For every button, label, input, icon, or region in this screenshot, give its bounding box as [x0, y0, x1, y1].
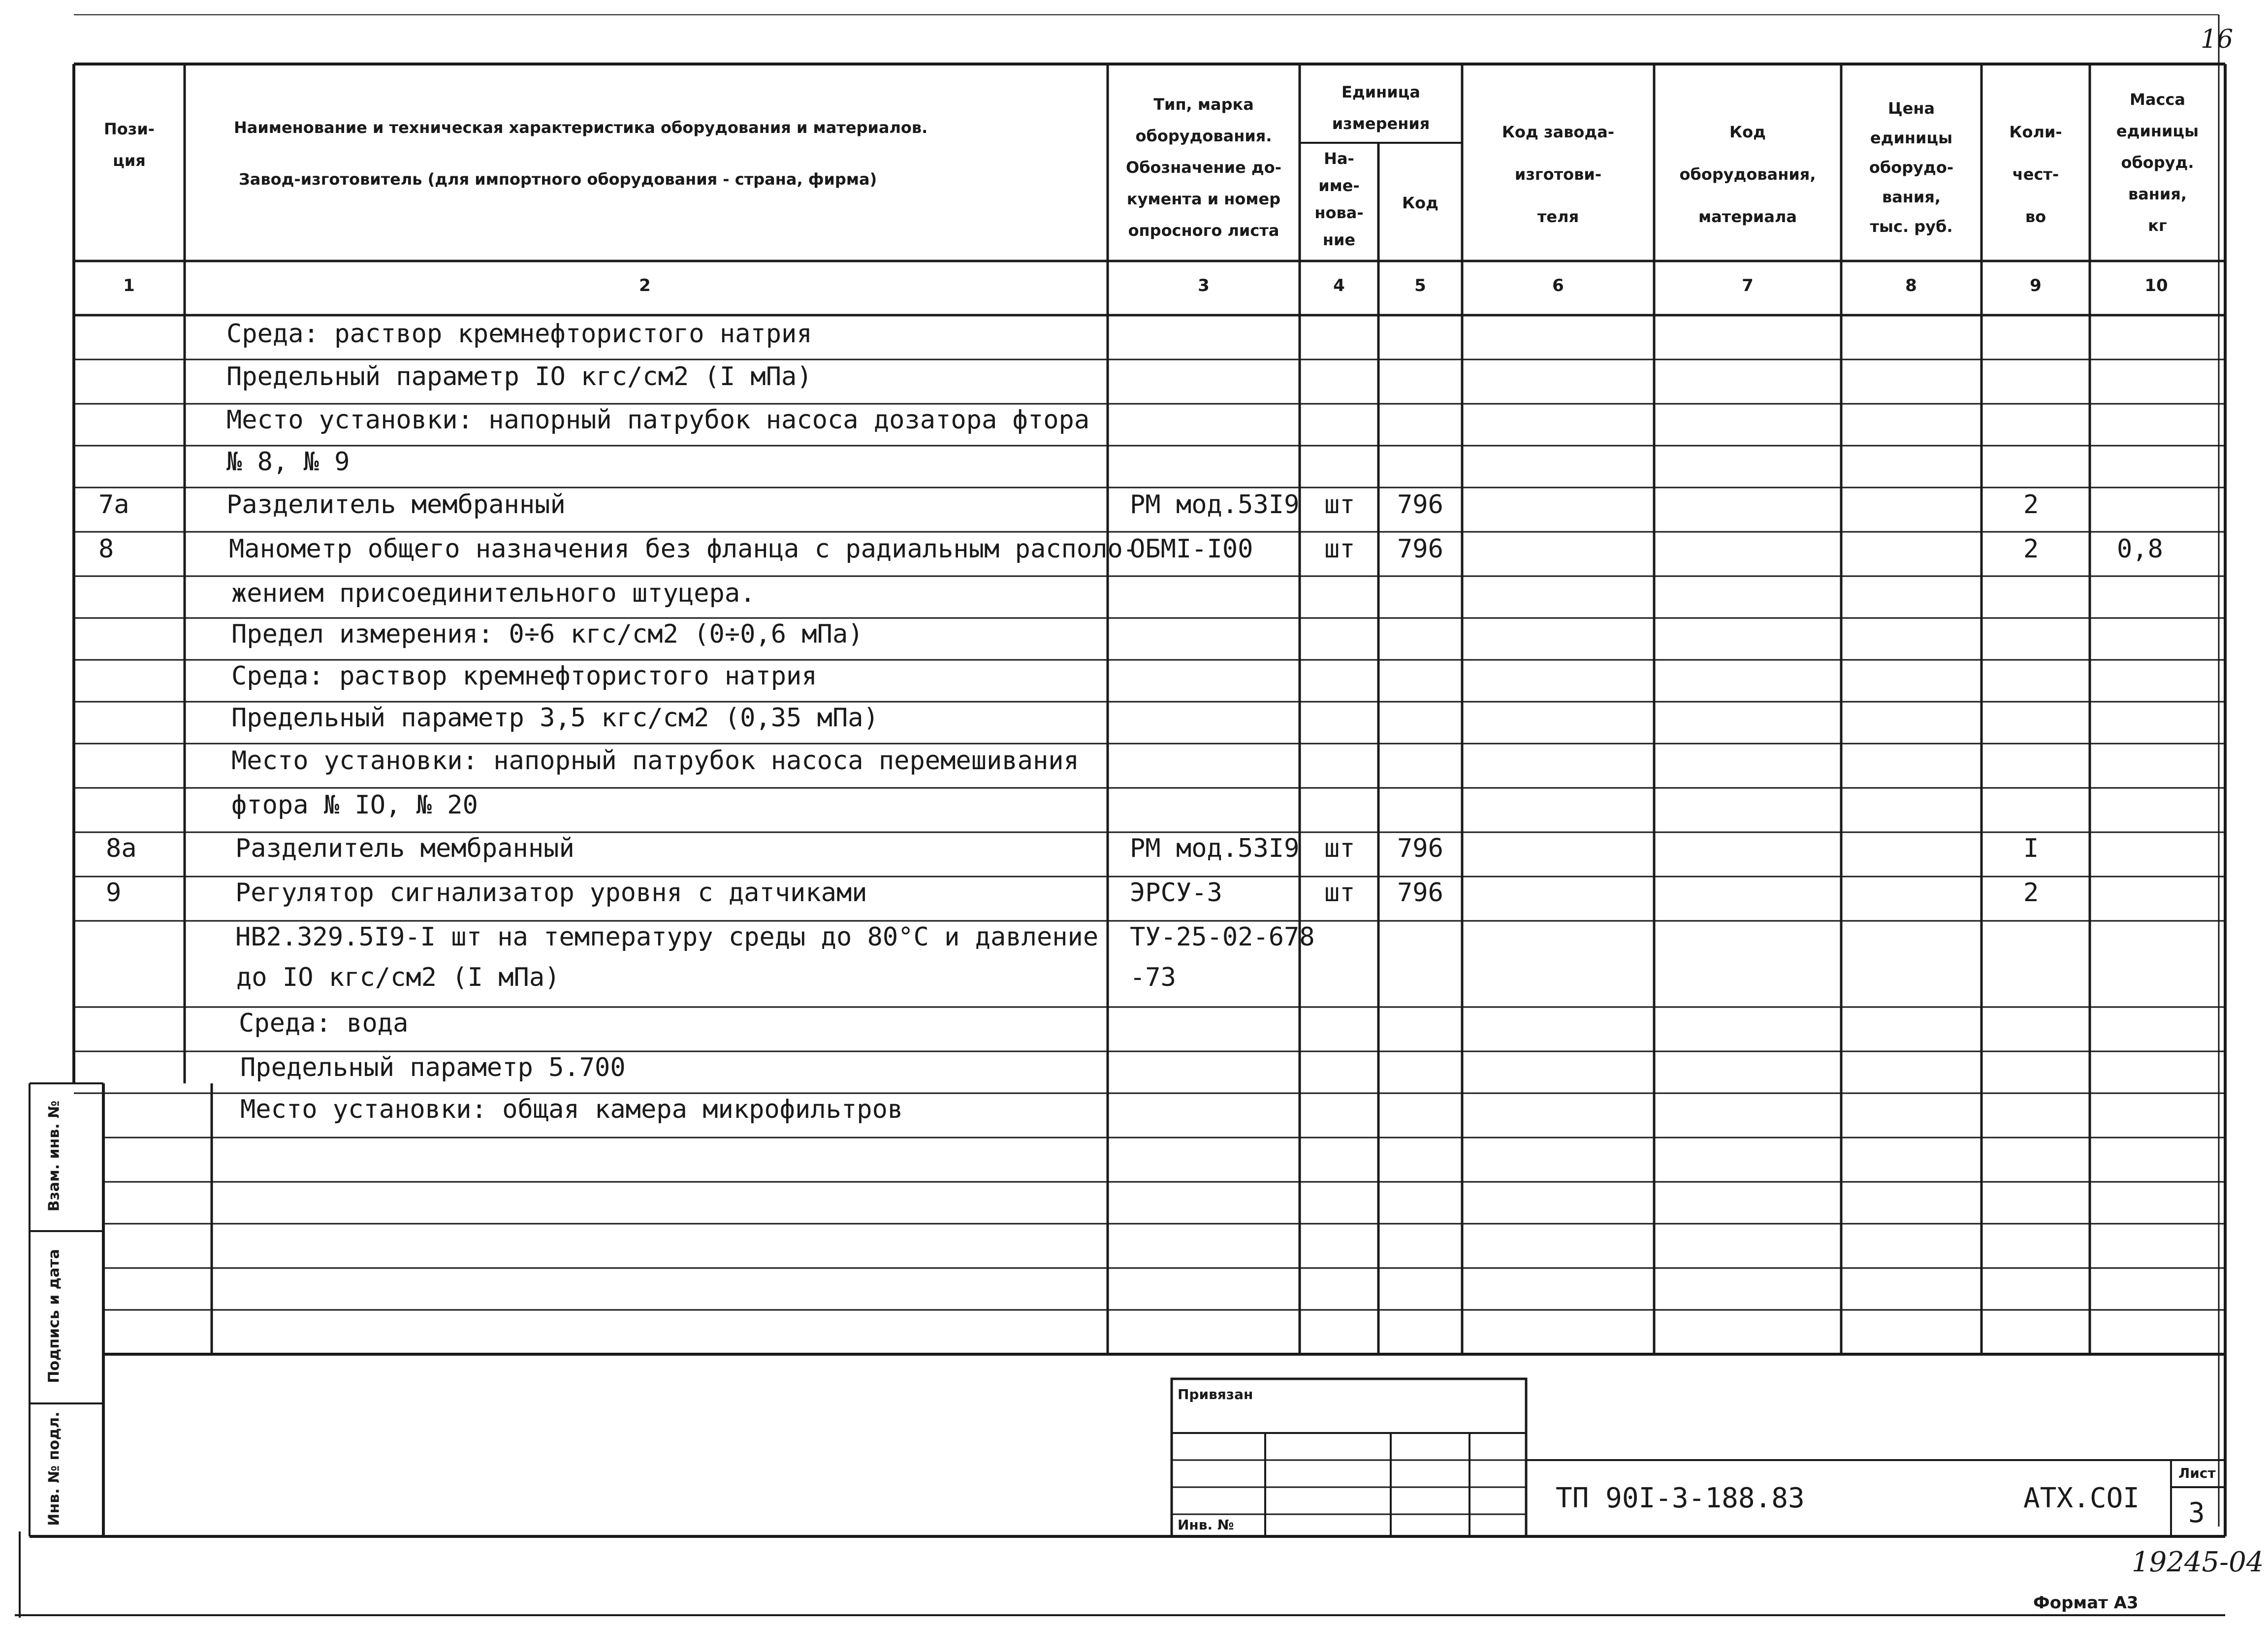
row-name: Регулятор сигнализатор уровня с датчиками: [235, 878, 867, 908]
column-number-2: 2: [639, 276, 651, 295]
side-label-vzam: Взам. инв. №: [45, 1100, 63, 1212]
row-name: Среда: раствор кремнефтористого натрия: [231, 661, 817, 691]
project-code: ТП 90I-3-188.83: [1556, 1482, 1805, 1514]
column-number-8: 8: [1905, 276, 1917, 295]
header-unit-name: На- име- нова- ние: [1314, 149, 1364, 249]
row-name: Манометр общего назначения без фланца с радиальным располо-: [229, 534, 1139, 564]
header-factory-code: Код завода- изготови- теля: [1501, 123, 1615, 226]
row-unit-code: 796: [1397, 834, 1443, 863]
row-unit: шт: [1324, 490, 1355, 520]
row-position: 9: [106, 878, 122, 908]
row-unit: шт: [1324, 834, 1355, 863]
row-quantity: 2: [2023, 490, 2039, 520]
side-label-inv-podl: Инв. № подл.: [45, 1411, 63, 1526]
header-unit-code: Код: [1402, 194, 1438, 212]
column-number-3: 3: [1198, 276, 1210, 295]
row-name: Место установки: напорный патрубок насоса дозатора фтора: [226, 405, 1090, 435]
row-position: 8а: [106, 834, 137, 863]
row-name: фтора № IO, № 20: [231, 790, 478, 820]
row-name: № 8, № 9: [226, 447, 350, 477]
header-quantity: Коли- чест- во: [2009, 123, 2062, 226]
row-type: ЭРСУ-3: [1130, 878, 1222, 908]
row-type: ОБМI-I00: [1130, 534, 1253, 564]
format-label: Формат А3: [2033, 1593, 2139, 1613]
row-name: до IO кгс/см2 (I мПа): [236, 963, 560, 992]
column-number-10: 10: [2144, 276, 2168, 295]
row-mass: 0,8: [2117, 534, 2163, 564]
header-equipment-code: Код оборудования, материала: [1679, 123, 1816, 226]
row-name: Предельный параметр IO кгс/см2 (I мПа): [226, 362, 812, 391]
side-label-podpis: Подпись и дата: [45, 1249, 63, 1383]
row-type: ТУ-25-02-678: [1130, 922, 1315, 952]
column-number-1: 1: [123, 276, 135, 295]
row-type: РМ мод.53I9: [1130, 834, 1300, 863]
header-price: Цена единицы оборудо- вания, тыс. руб.: [1869, 99, 1954, 236]
header-position: Пози- ция: [103, 120, 155, 170]
row-quantity: I: [2023, 834, 2039, 863]
column-number-6: 6: [1552, 276, 1564, 295]
column-number-4: 4: [1333, 276, 1345, 295]
row-unit-code: 796: [1397, 534, 1443, 564]
stamp-privyazan: Привязан: [1178, 1386, 1253, 1402]
row-type: РМ мод.53I9: [1130, 490, 1300, 520]
row-unit-code: 796: [1397, 490, 1443, 520]
row-name: Среда: вода: [239, 1009, 409, 1038]
corner-page-number: 16: [2201, 25, 2234, 54]
row-type: -73: [1130, 963, 1176, 992]
sheet-label: Лист: [2178, 1465, 2216, 1481]
row-name: Разделитель мембранный: [235, 834, 575, 863]
row-name: Предельный параметр 3,5 кгс/см2 (0,35 мПа): [231, 703, 879, 733]
row-name: жением присоединительного штуцера.: [231, 579, 756, 608]
row-name: Предел измерения: 0÷6 кгс/см2 (0÷0,6 мПа): [231, 619, 863, 649]
row-position: 7а: [98, 490, 129, 520]
row-name: Разделитель мембранный: [226, 490, 566, 520]
row-unit: шт: [1324, 534, 1355, 564]
row-unit: шт: [1324, 878, 1355, 908]
row-name: Предельный параметр 5.700: [240, 1053, 626, 1082]
row-position: 8: [98, 534, 114, 564]
column-number-5: 5: [1414, 276, 1426, 295]
sheet-number: 3: [2188, 1497, 2205, 1529]
header-mass: Масса единицы оборуд. вания, кг: [2116, 90, 2199, 235]
column-number-7: 7: [1742, 276, 1754, 295]
stamp-inv-no: Инв. №: [1178, 1517, 1234, 1533]
row-name: Место установки: напорный патрубок насоса перемешивания: [231, 746, 1079, 776]
header-name-line2: Завод-изготовитель (для импортного оборудования - страна, фирма): [239, 170, 877, 189]
row-name: Среда: раствор кремнефтористого натрия: [226, 319, 812, 349]
header-unit-group: Единица измерения: [1332, 83, 1430, 133]
row-name: НВ2.329.5I9-I шт на температуру среды до 80°С и давление: [235, 922, 1099, 952]
row-unit-code: 796: [1397, 878, 1443, 908]
row-quantity: 2: [2023, 878, 2039, 908]
column-number-9: 9: [2030, 276, 2042, 295]
archive-number: 19245-04: [2132, 1546, 2264, 1578]
header-type: Тип, марка оборудования. Обозначение до- кумента и номер опросного листа: [1126, 95, 1281, 240]
row-name: Место установки: общая камера микрофильтров: [240, 1095, 903, 1124]
document-code: АТХ.COI: [2023, 1482, 2140, 1514]
row-quantity: 2: [2023, 534, 2039, 564]
header-name-line1: Наименование и техническая характеристика оборудования и материалов.: [234, 118, 928, 137]
